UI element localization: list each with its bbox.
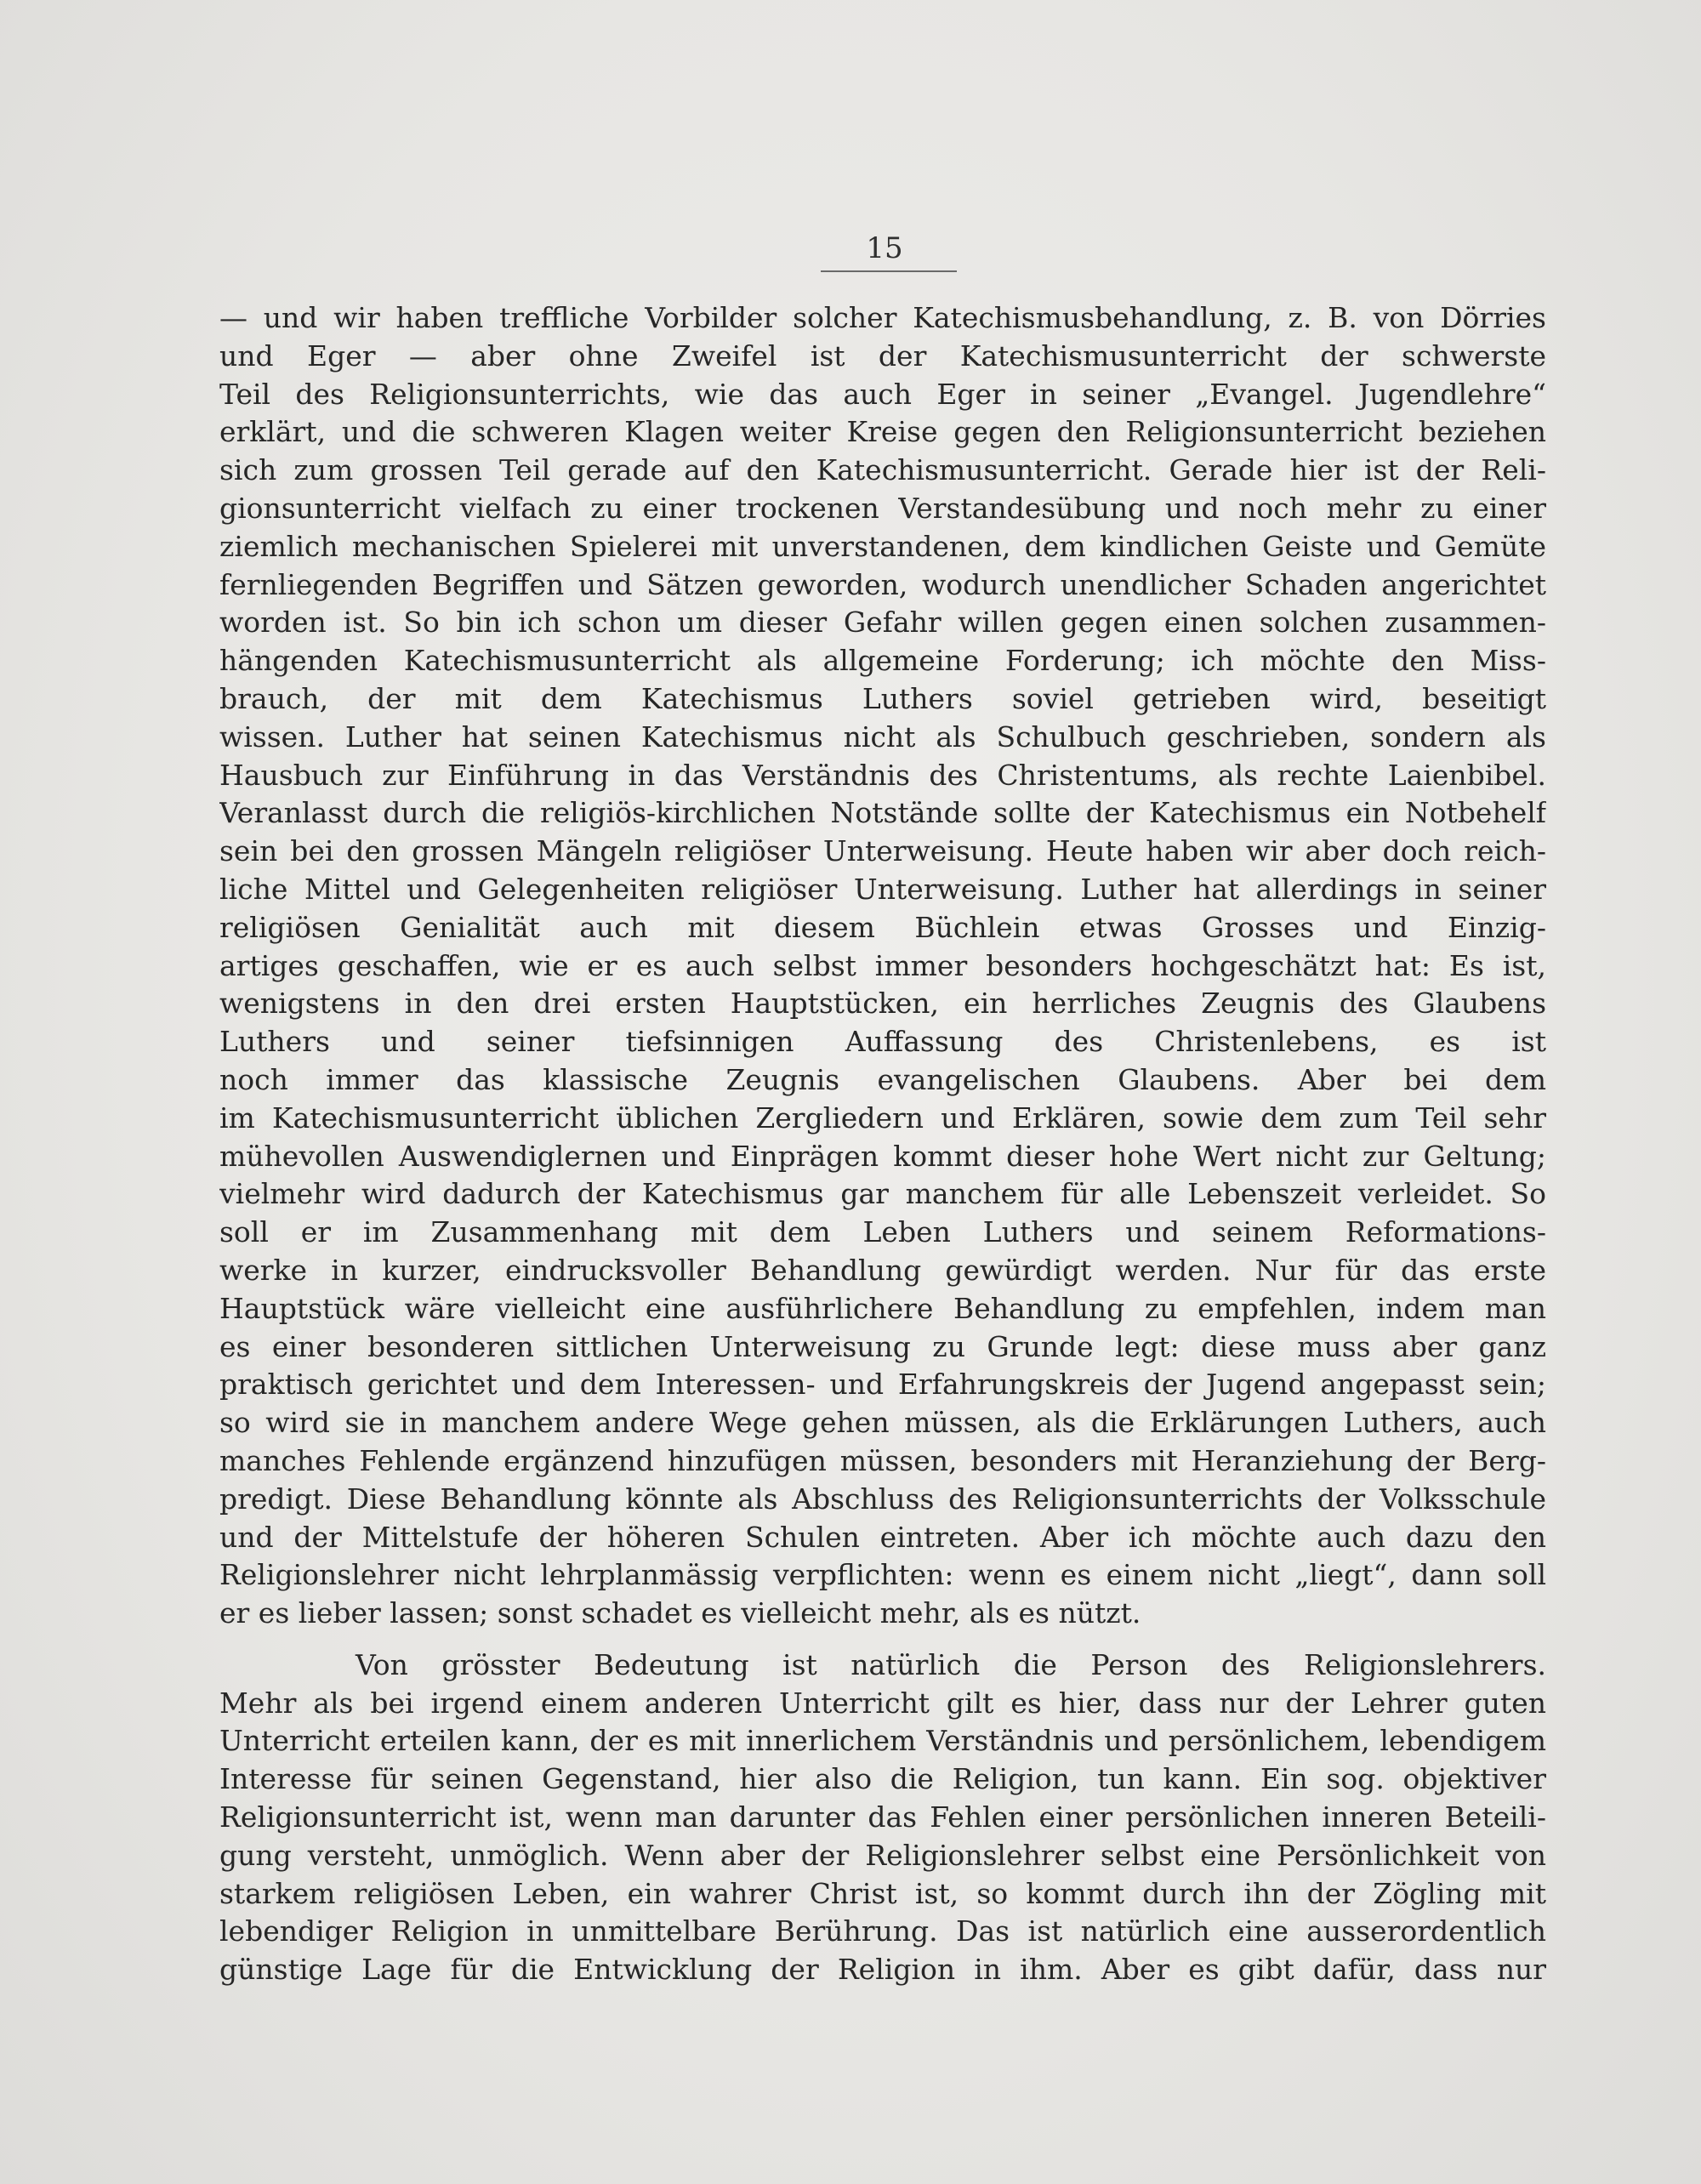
- text-line: noch immer das klassische Zeugnis evangelischen Glaubens. Aber bei dem: [219, 1062, 1546, 1096]
- text-line: Hausbuch zur Einführung in das Verständnis des Christentums, als rechte Laienbibel.: [219, 758, 1546, 792]
- text-line: Interesse für seinen Gegenstand, hier also die Religion, tun kann. Ein sog. objektiver: [219, 1762, 1546, 1796]
- text-line: artiges geschaffen, wie er es auch selbst immer besonders hochgeschätzt hat: Es ist,: [219, 948, 1546, 982]
- text-line: liche Mittel und Gelegenheiten religiöser Unterweisung. Luther hat allerdings in seiner: [219, 872, 1546, 906]
- text-line: Teil des Religionsunterrichts, wie das auch Eger in seiner „Evangel. Jugendlehre“: [219, 377, 1546, 411]
- text-line: sein bei den grossen Mängeln religiöser Unterweisung. Heute haben wir aber doch reich-: [219, 834, 1546, 868]
- page-number: 15: [866, 231, 903, 265]
- text-line: erklärt, und die schweren Klagen weiter Kreise gegen den Religionsunterricht beziehen: [219, 415, 1546, 449]
- text-line: religiösen Genialität auch mit diesem Büchlein etwas Grosses und Einzig-: [219, 910, 1546, 944]
- paragraph-gap: [219, 1633, 1546, 1647]
- text-line: starkem religiösen Leben, ein wahrer Christ ist, so kommt durch ihn der Zögling mit: [219, 1876, 1546, 1910]
- body-text: [219, 299, 1546, 1989]
- text-line: wenigstens in den drei ersten Hauptstücken, ein herrliches Zeugnis des Glaubens: [219, 987, 1546, 1021]
- text-line: predigt. Diese Behandlung könnte als Abschluss des Religionsunterrichts der Volksschule: [219, 1482, 1546, 1516]
- text-line: Religionslehrer nicht lehrplanmässig verpflichten: wenn es einem nicht „liegt“, dann soll: [219, 1558, 1546, 1592]
- header-rule: [821, 270, 957, 272]
- text-line: so wird sie in manchem andere Wege gehen müssen, als die Erklärungen Luthers, auch: [219, 1406, 1546, 1440]
- text-line: Mehr als bei irgend einem anderen Unterricht gilt es hier, dass nur der Lehrer guten: [219, 1686, 1546, 1720]
- text-line: worden ist. So bin ich schon um dieser Gefahr willen gegen einen solchen zusammen-: [219, 606, 1546, 640]
- text-line: ziemlich mechanischen Spielerei mit unverstandenen, dem kindlichen Geiste und Gemüte: [219, 529, 1546, 563]
- text-line: wissen. Luther hat seinen Katechismus nicht als Schulbuch geschrieben, sondern als: [219, 719, 1546, 754]
- text-line: sich zum grossen Teil gerade auf den Katechismusunterricht. Gerade hier ist der Reli-: [219, 453, 1546, 487]
- text-line: und der Mittelstufe der höheren Schulen eintreten. Aber ich möchte auch dazu den: [219, 1520, 1546, 1554]
- text-line: hängenden Katechismusunterricht als allgemeine Forderung; ich möchte den Miss-: [219, 644, 1546, 678]
- text-line: brauch, der mit dem Katechismus Luthers soviel getrieben wird, beseitigt: [219, 681, 1546, 715]
- text-line: werke in kurzer, eindrucksvoller Behandlung gewürdigt werden. Nur für das erste: [219, 1253, 1546, 1287]
- text-line: gionsunterricht vielfach zu einer trockenen Verstandesübung und noch mehr zu einer: [219, 491, 1546, 525]
- text-line: und Eger — aber ohne Zweifel ist der Katechismusunterricht der schwerste: [219, 338, 1546, 373]
- text-line: vielmehr wird dadurch der Katechismus gar manchem für alle Lebenszeit verleidet. So: [219, 1177, 1546, 1211]
- text-line: es einer besonderen sittlichen Unterweisung zu Grunde legt: diese muss aber ganz: [219, 1329, 1546, 1363]
- text-line: fernliegenden Begriffen und Sätzen geworden, wodurch unendlicher Schaden angerichtet: [219, 567, 1546, 601]
- text-line: Luthers und seiner tiefsinnigen Auffassung des Christenlebens, es ist: [219, 1025, 1546, 1059]
- text-line: im Katechismusunterricht üblichen Zergliedern und Erklären, sowie dem zum Teil sehr: [219, 1101, 1546, 1135]
- text-line-paragraph-start: Von grösster Bedeutung ist natürlich die Person des Religionslehrers.: [356, 1647, 1546, 1681]
- text-line: lebendiger Religion in unmittelbare Berührung. Das ist natürlich eine ausserordentlich: [219, 1914, 1546, 1948]
- text-line: praktisch gerichtet und dem Interessen- und Erfahrungskreis der Jugend angepasst sein;: [219, 1368, 1546, 1402]
- text-line: Religionsunterricht ist, wenn man darunter das Fehlen einer persönlichen inneren Beteili-: [219, 1800, 1546, 1834]
- text-line: günstige Lage für die Entwicklung der Religion in ihm. Aber es gibt dafür, dass nur: [219, 1953, 1546, 1987]
- text-line: — und wir haben treffliche Vorbilder solcher Katechismusbehandlung, z. B. von Dörries: [219, 301, 1546, 334]
- text-line: manches Fehlende ergänzend hinzufügen müssen, besonders mit Heranziehung der Berg-: [219, 1443, 1546, 1477]
- text-line: gung versteht, unmöglich. Wenn aber der Religionslehrer selbst eine Persönlichkeit von: [219, 1838, 1546, 1872]
- text-line: soll er im Zusammenhang mit dem Leben Luthers und seinem Reformations-: [219, 1215, 1546, 1249]
- text-line: mühevollen Auswendiglernen und Einprägen kommt dieser hohe Wert nicht zur Geltung;: [219, 1139, 1546, 1173]
- text-line: Veranlasst durch die religiös-kirchlichen Notstände sollte der Katechismus ein Notbehelf: [219, 796, 1546, 830]
- text-line: Hauptstück wäre vielleicht eine ausführlichere Behandlung zu empfehlen, indem man: [219, 1291, 1546, 1325]
- text-line: Unterricht erteilen kann, der es mit innerlichem Verständnis und persönlichem, lebendigem: [219, 1724, 1546, 1758]
- text-line-paragraph-end: er es lieber lassen; sonst schadet es vielleicht mehr, als es nützt.: [219, 1596, 1141, 1630]
